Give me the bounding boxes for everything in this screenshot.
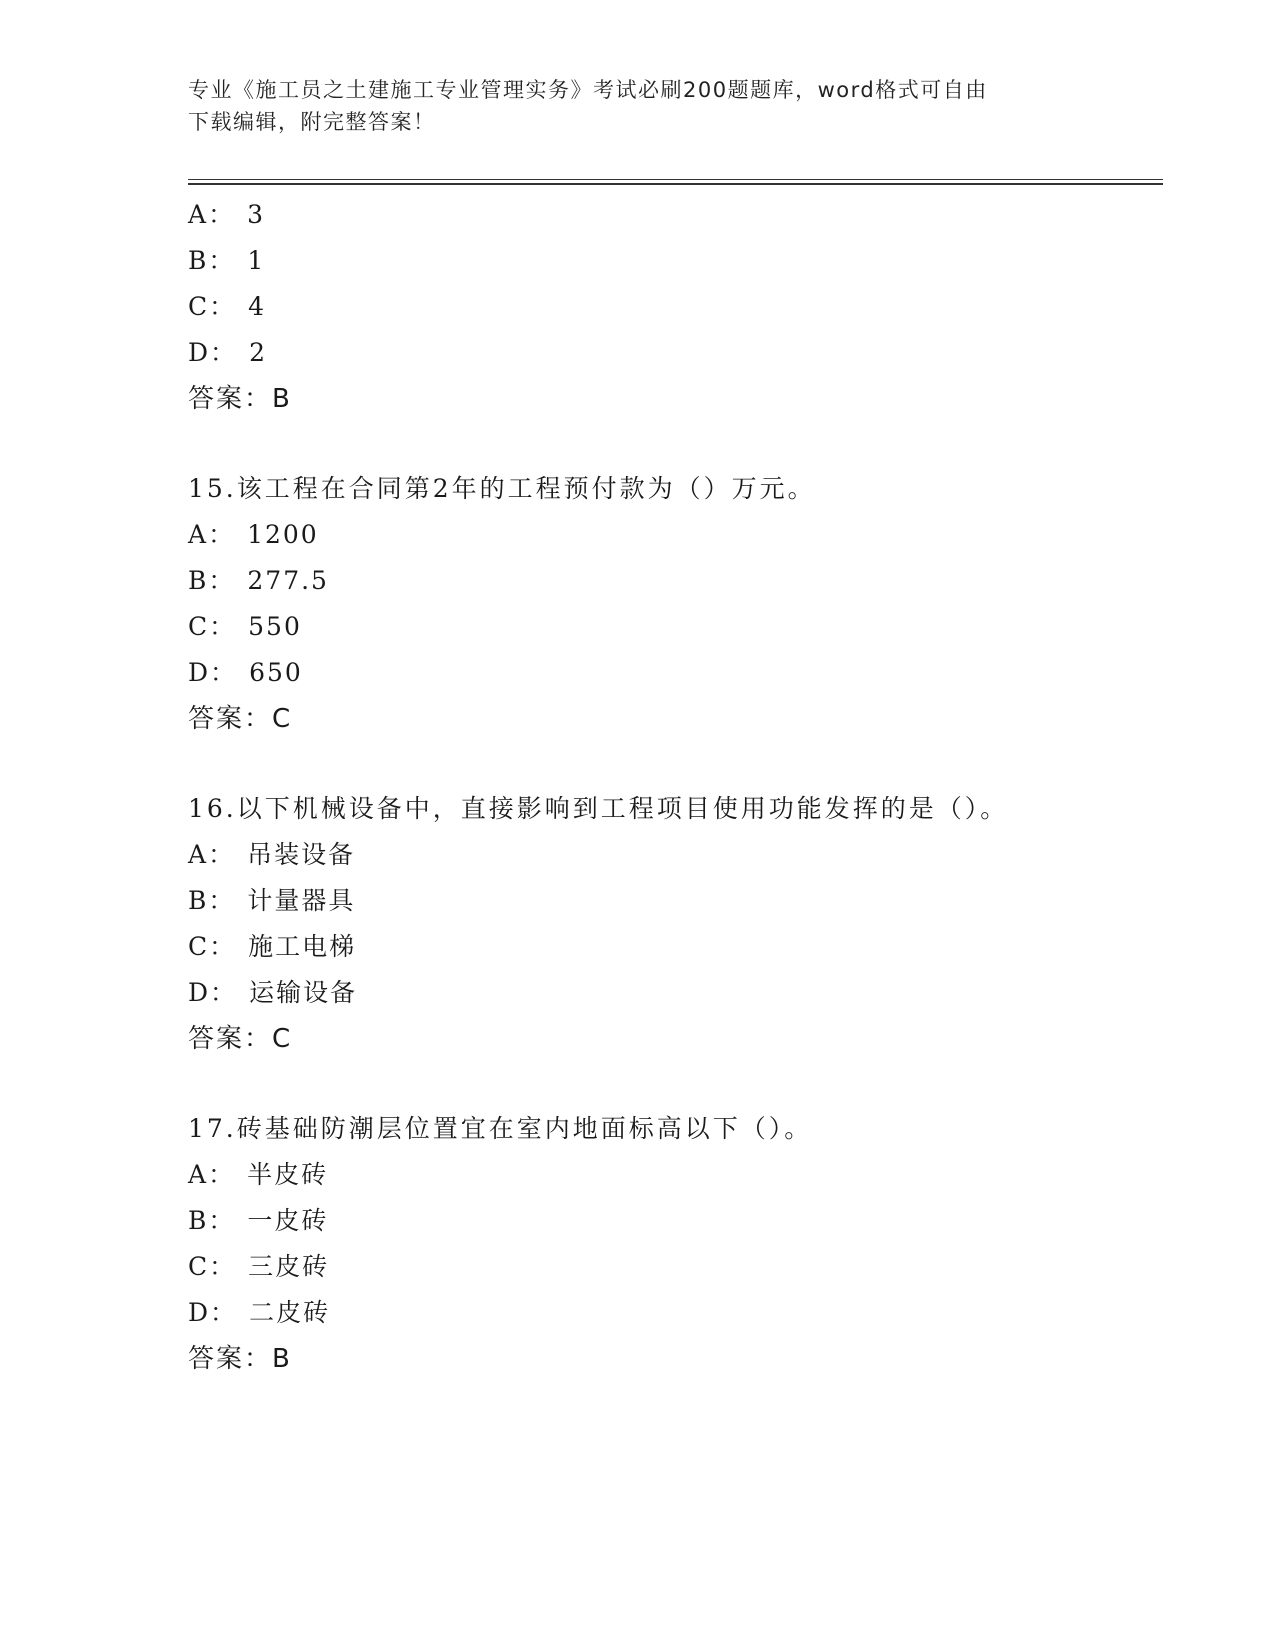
question-list <box>188 192 1148 1382</box>
option-letter: B <box>188 246 209 275</box>
option-letter: A <box>188 520 209 549</box>
option-separator: ： <box>208 566 236 595</box>
option-letter: A <box>188 200 209 229</box>
option-letter: B <box>188 1206 209 1235</box>
option-separator: ： <box>208 520 236 549</box>
option-c <box>188 284 1148 330</box>
option-c <box>188 1244 1148 1290</box>
option-text: 二皮砖 <box>249 1298 331 1327</box>
option-c <box>188 924 1148 970</box>
option-text: 三皮砖 <box>248 1252 330 1281</box>
option-text: 1 <box>247 246 266 275</box>
option-d <box>188 1290 1148 1336</box>
option-text: 550 <box>248 612 302 641</box>
question-block <box>188 466 1148 742</box>
option-b <box>188 238 1148 284</box>
answer-line <box>188 1336 1148 1382</box>
option-text: 3 <box>247 200 265 229</box>
option-d <box>188 970 1148 1016</box>
option-separator: ： <box>209 932 237 961</box>
block-spacer <box>188 422 1148 466</box>
answer-line <box>188 696 1148 742</box>
option-letter: B <box>188 886 209 915</box>
option-a <box>188 1152 1148 1198</box>
option-separator: ： <box>210 1298 238 1327</box>
answer-label: 答案： <box>188 704 273 734</box>
option-separator: ： <box>210 338 238 367</box>
option-d <box>188 650 1148 696</box>
question-block <box>188 192 1148 422</box>
option-a <box>188 192 1148 238</box>
question-block <box>188 786 1148 1062</box>
option-text: 2 <box>249 338 267 367</box>
answer-line <box>188 376 1148 422</box>
header-line-1: 专业《施工员之土建施工专业管理实务》考试必刷200题题库，word格式可自由 <box>188 78 988 102</box>
document-header <box>188 74 1088 138</box>
option-letter: C <box>188 612 210 641</box>
option-b <box>188 558 1148 604</box>
option-separator: ： <box>209 292 237 321</box>
option-separator: ： <box>210 658 238 687</box>
answer-value: B <box>272 384 291 414</box>
header-line-2: 下载编辑，附完整答案！ <box>188 110 436 134</box>
option-text: 计量器具 <box>247 886 356 915</box>
option-separator: ： <box>208 246 236 275</box>
option-letter: D <box>188 1298 211 1327</box>
answer-line <box>188 1016 1148 1062</box>
option-letter: D <box>188 978 211 1007</box>
question-block <box>188 1106 1148 1382</box>
option-a <box>188 512 1148 558</box>
option-letter: C <box>188 932 210 961</box>
option-b <box>188 878 1148 924</box>
option-separator: ： <box>209 612 237 641</box>
answer-value: C <box>272 704 292 734</box>
answer-value: C <box>272 1024 292 1054</box>
option-text: 4 <box>248 292 267 321</box>
option-separator: ： <box>208 840 236 869</box>
option-separator: ： <box>209 1252 237 1281</box>
option-text: 运输设备 <box>249 978 358 1007</box>
option-separator: ： <box>208 200 236 229</box>
answer-label: 答案： <box>188 384 273 414</box>
option-letter: D <box>188 338 211 367</box>
answer-label: 答案： <box>188 1344 273 1374</box>
option-separator: ： <box>208 1160 236 1189</box>
option-text: 吊装设备 <box>247 840 356 869</box>
option-separator: ： <box>210 978 238 1007</box>
option-b <box>188 1198 1148 1244</box>
option-text: 650 <box>249 658 303 687</box>
block-spacer <box>188 1062 1148 1106</box>
option-letter: D <box>188 658 211 687</box>
question-text: 15.该工程在合同第2年的工程预付款为（）万元。 <box>188 474 816 503</box>
option-letter: A <box>188 1160 209 1189</box>
option-a <box>188 832 1148 878</box>
option-letter: B <box>188 566 209 595</box>
option-text: 施工电梯 <box>248 932 357 961</box>
option-text: 277.5 <box>247 566 329 595</box>
header-divider-thin <box>188 179 1163 180</box>
option-letter: A <box>188 840 209 869</box>
option-text: 1200 <box>247 520 319 549</box>
header-divider-thick <box>188 183 1163 185</box>
option-d <box>188 330 1148 376</box>
option-separator: ： <box>208 886 236 915</box>
block-spacer <box>188 742 1148 786</box>
option-c <box>188 604 1148 650</box>
option-letter: C <box>188 1252 210 1281</box>
option-text: 半皮砖 <box>247 1160 329 1189</box>
option-letter: C <box>188 292 210 321</box>
option-separator: ： <box>208 1206 236 1235</box>
question-text: 17.砖基础防潮层位置宜在室内地面标高以下（）。 <box>188 1114 813 1143</box>
question-text: 16.以下机械设备中，直接影响到工程项目使用功能发挥的是（）。 <box>188 794 1009 823</box>
option-text: 一皮砖 <box>247 1206 329 1235</box>
answer-value: B <box>272 1344 291 1374</box>
answer-label: 答案： <box>188 1024 273 1054</box>
